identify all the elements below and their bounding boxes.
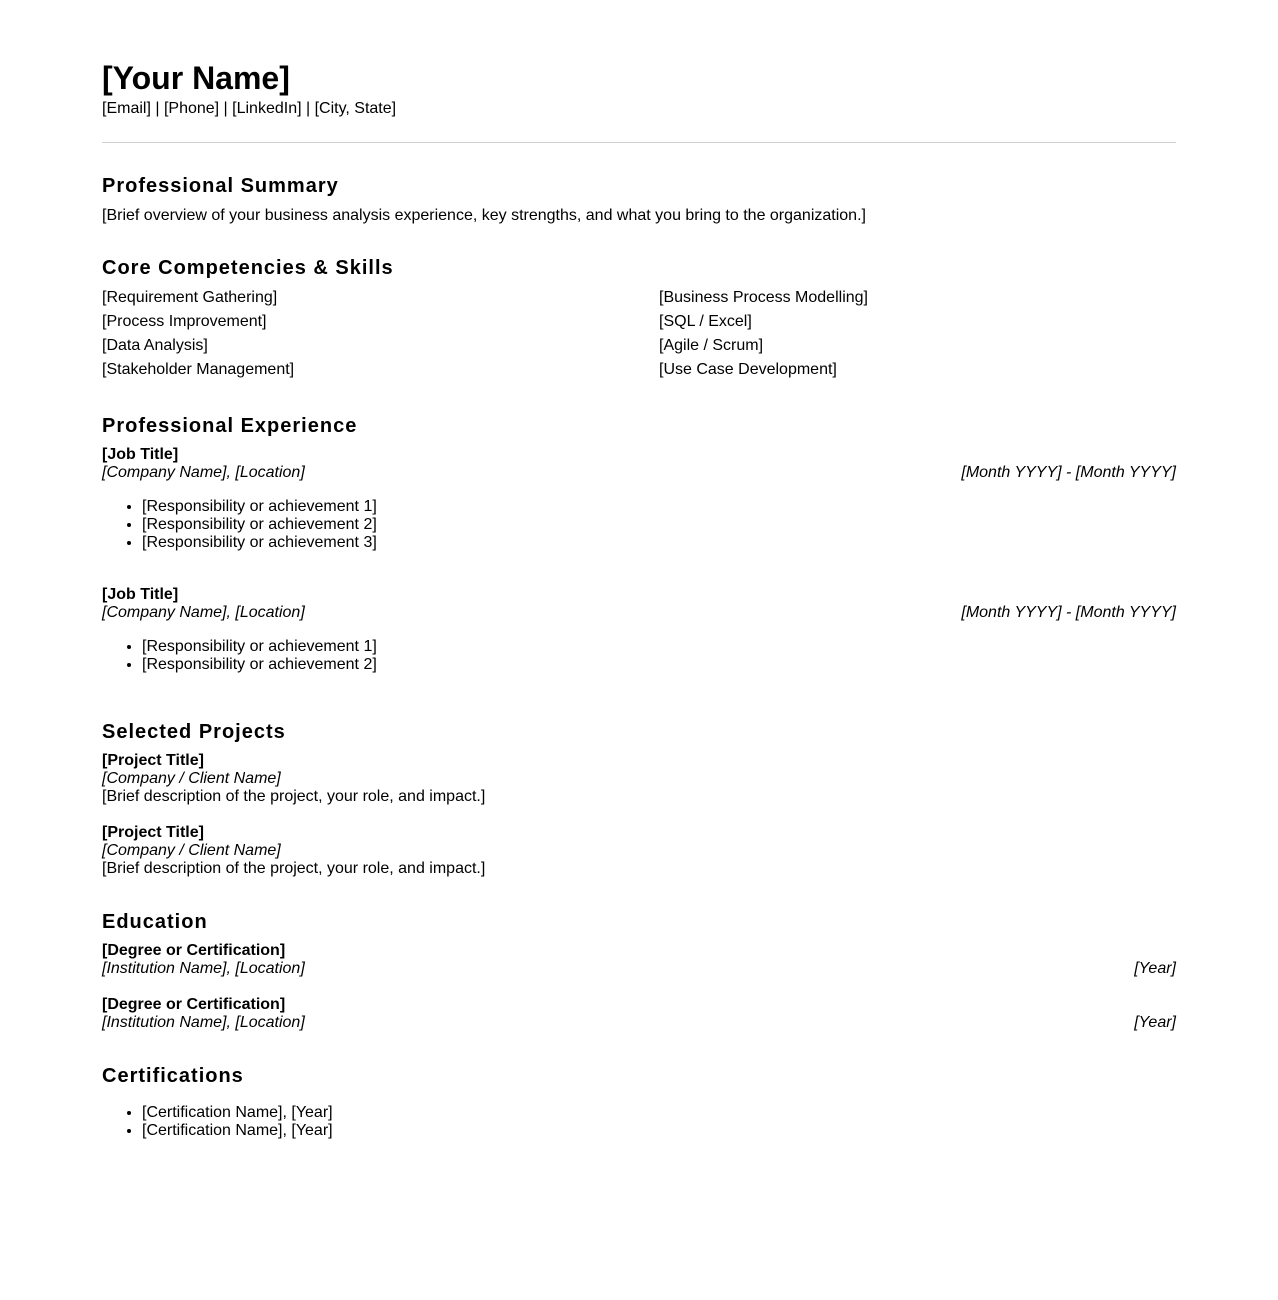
skill-item: [Use Case Development] (659, 361, 837, 378)
education-section (102, 910, 1176, 1032)
project-client: [Company / Client Name] (102, 770, 281, 787)
job-entry (102, 446, 1176, 552)
skill-item: [Process Improvement] (102, 313, 267, 330)
section-title: Professional Summary (102, 175, 339, 197)
job-entry (102, 586, 1176, 674)
company-location: [Company Name], [Location] (102, 464, 305, 481)
skill-item: [Stakeholder Management] (102, 361, 295, 378)
summary-section (102, 174, 1176, 225)
certification-list (102, 1104, 1176, 1140)
skill-item: [SQL / Excel] (659, 313, 752, 330)
project-client: [Company / Client Name] (102, 842, 281, 859)
education-year: [Year] (1134, 1014, 1176, 1031)
section-title: Certifications (102, 1065, 244, 1087)
education-entry (102, 942, 1176, 978)
bullet: • [Responsibility or achievement 3] (142, 534, 1176, 552)
header-divider (102, 142, 1176, 143)
bullet: • [Responsibility or achievement 1] (142, 498, 1176, 516)
section-title: Core Competencies & Skills (102, 257, 394, 279)
summary-text: [Brief overview of your business analysis experience, key strengths, and what you bring to the organization.] (102, 207, 866, 224)
project-description: [Brief description of the project, your role, and impact.] (102, 788, 486, 805)
education-entry (102, 996, 1176, 1032)
skill-item: [Agile / Scrum] (659, 337, 764, 354)
section-title: Education (102, 911, 208, 933)
experience-section (102, 414, 1176, 674)
job-meta (102, 604, 1176, 622)
job-meta (102, 464, 1176, 482)
education-meta (102, 1014, 1176, 1032)
project-entry (102, 752, 1176, 806)
resume (102, 58, 1176, 1140)
bullet: • [Responsibility or achievement 2] (142, 516, 1176, 534)
skill-item: [Business Process Modelling] (659, 289, 868, 306)
job-dates: [Month YYYY] - [Month YYYY] (961, 464, 1176, 481)
company-location: [Company Name], [Location] (102, 604, 305, 621)
education-meta (102, 960, 1176, 978)
project-description: [Brief description of the project, your role, and impact.] (102, 860, 486, 877)
project-title: [Project Title] (102, 752, 204, 769)
job-title: [Job Title] (102, 446, 179, 463)
job-dates: [Month YYYY] - [Month YYYY] (961, 604, 1176, 621)
projects-section (102, 720, 1176, 878)
institution: [Institution Name], [Location] (102, 1014, 305, 1031)
job-bullets (102, 498, 1176, 552)
section-title: Selected Projects (102, 721, 286, 743)
skills-section (102, 256, 1176, 379)
bullet: • [Responsibility or achievement 2] (142, 656, 1176, 674)
skills-grid (102, 289, 1176, 379)
section-title: Professional Experience (102, 415, 358, 437)
certification-item: • [Certification Name], [Year] (142, 1122, 1176, 1140)
project-title: [Project Title] (102, 824, 204, 841)
certifications-section (102, 1064, 1176, 1140)
job-title: [Job Title] (102, 586, 179, 603)
degree: [Degree or Certification] (102, 942, 286, 959)
skill-item: [Requirement Gathering] (102, 289, 278, 306)
certification-item: • [Certification Name], [Year] (142, 1104, 1176, 1122)
education-year: [Year] (1134, 960, 1176, 977)
institution: [Institution Name], [Location] (102, 960, 305, 977)
skill-item: [Data Analysis] (102, 337, 208, 354)
project-entry (102, 824, 1176, 878)
name-heading: [Your Name] (102, 60, 290, 96)
contact-line: [Email] | [Phone] | [LinkedIn] | [City, State] (102, 100, 397, 117)
job-bullets (102, 638, 1176, 674)
degree: [Degree or Certification] (102, 996, 286, 1013)
bullet: • [Responsibility or achievement 1] (142, 638, 1176, 656)
